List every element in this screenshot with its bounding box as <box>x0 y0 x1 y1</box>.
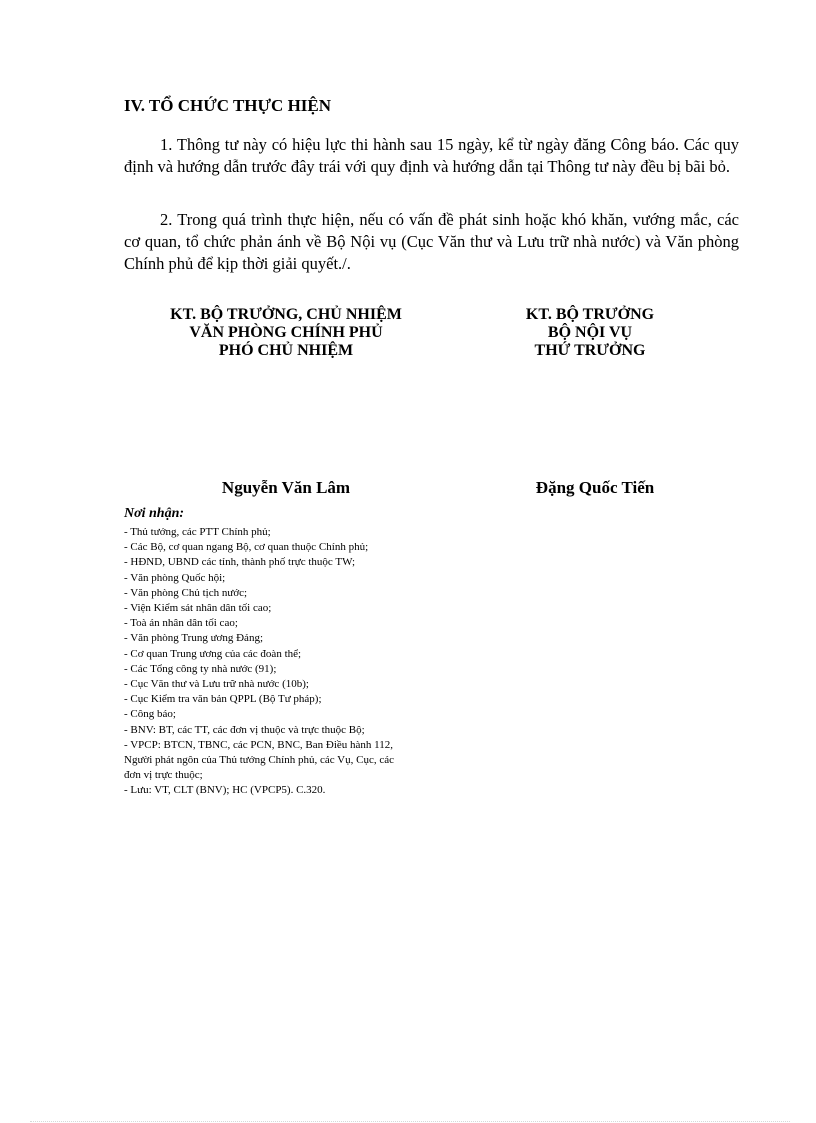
paragraph-2: 2. Trong quá trình thực hiện, nếu có vấn đề phát sinh hoặc khó khăn, vướng mắc, các cơ quan, tổ chức phản ánh về Bộ Nội vụ (Cục Văn thư và Lưu trữ nhà nước) và Văn phòng Chính phủ để kịp thời giải quyết./. <box>124 210 739 273</box>
signature-block-left <box>126 306 446 360</box>
recipients-list <box>124 525 464 799</box>
signature-right-line2: BỘ NỘI VỤ <box>547 324 633 341</box>
signature-right-line1: KT. BỘ TRƯỞNG <box>525 306 655 323</box>
recipient-item: - Toà án nhân dân tối cao; <box>124 617 238 630</box>
recipient-item: đơn vị trực thuộc; <box>124 769 203 782</box>
signature-left-line3: PHÓ CHỦ NHIỆM <box>218 342 354 359</box>
signature-left-line1: KT. BỘ TRƯỞNG, CHỦ NHIỆM <box>170 306 402 323</box>
recipient-item: - Cục Kiểm tra văn bản QPPL (Bộ Tư pháp); <box>124 693 322 706</box>
signature-left-line2: VĂN PHÒNG CHÍNH PHỦ <box>189 324 383 341</box>
recipient-item: - Cục Văn thư và Lưu trữ nhà nước (10b); <box>124 678 309 691</box>
recipient-item: - Văn phòng Chủ tịch nước; <box>124 586 248 599</box>
recipient-item: - Các Bộ, cơ quan ngang Bộ, cơ quan thuộc Chính phủ; <box>124 541 369 554</box>
recipient-item: - Công báo; <box>124 708 176 721</box>
recipient-item: - HĐND, UBND các tỉnh, thành phố trực thuộc TW; <box>124 556 356 569</box>
signer-name-left: Nguyễn Văn Lâm <box>221 478 351 497</box>
recipient-item: - Văn phòng Quốc hội; <box>124 571 226 584</box>
recipient-item: - Văn phòng Trung ương Đảng; <box>124 632 263 645</box>
recipient-item: - Viện Kiểm sát nhân dân tối cao; <box>124 602 272 615</box>
section-heading: IV. TỔ CHỨC THỰC HIỆN <box>124 96 332 115</box>
recipient-item: - Thủ tướng, các PTT Chính phủ; <box>124 526 271 538</box>
recipient-item: - BNV: BT, các TT, các đơn vị thuộc và trực thuộc Bộ; <box>124 723 365 736</box>
signature-right-line3: THỨ TRƯỞNG <box>534 342 646 359</box>
recipient-item: - VPCP: BTCN, TBNC, các PCN, BNC, Ban Điều hành 112, <box>124 738 394 751</box>
recipient-item: - Các Tổng công ty nhà nước (91); <box>124 662 277 675</box>
page-divider <box>30 1121 790 1122</box>
recipient-item: - Lưu: VT, CLT (BNV); HC (VPCP5). C.320. <box>124 784 326 797</box>
recipient-item: Người phát ngôn của Thủ tướng Chính phủ, các Vụ, Cục, các <box>124 754 394 767</box>
signer-name-right: Đặng Quốc Tiến <box>535 478 655 497</box>
recipients-title: Nơi nhận: <box>124 506 185 521</box>
recipient-item: - Cơ quan Trung ương của các đoàn thể; <box>124 647 302 660</box>
signature-block-right <box>470 306 710 360</box>
paragraph-1: 1. Thông tư này có hiệu lực thi hành sau 15 ngày, kể từ ngày đăng Công báo. Các quy định và hướng dẫn trước đây trái với quy định và hướng dẫn tại Thông tư này đều bị bãi bỏ. <box>124 135 739 176</box>
